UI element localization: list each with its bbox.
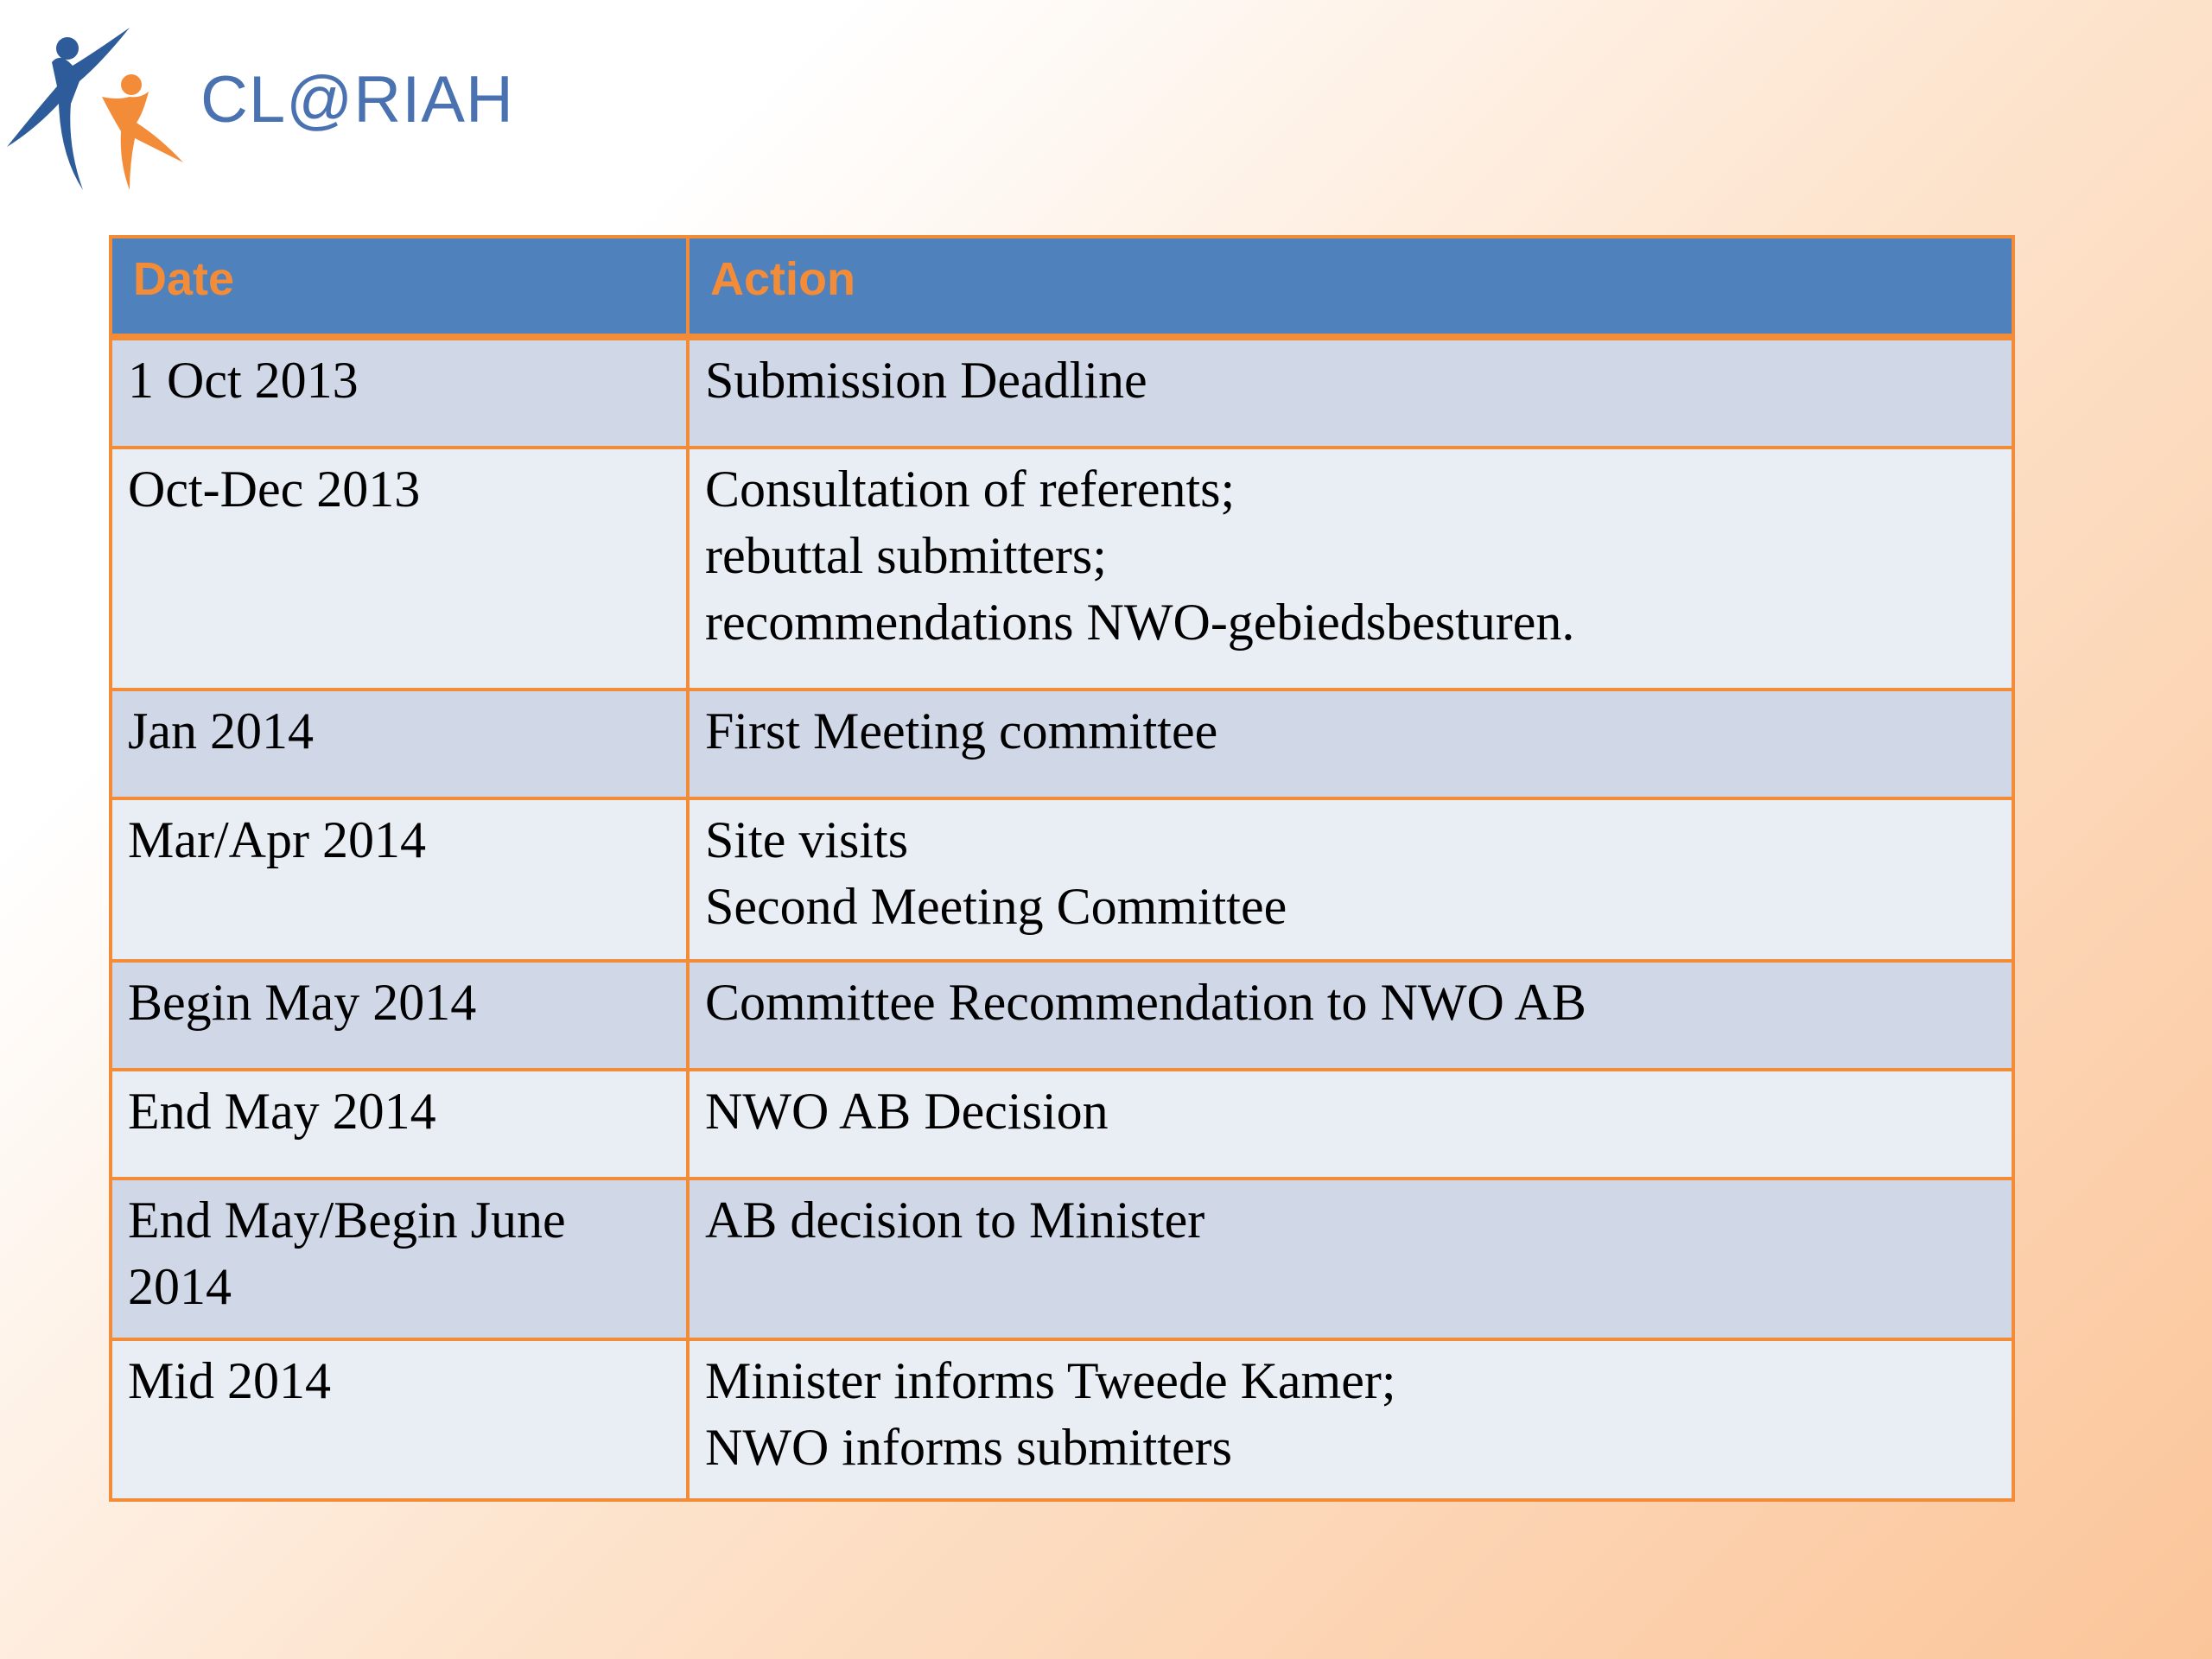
table-header-row bbox=[111, 237, 2013, 337]
date-text: Mar/Apr 2014 bbox=[128, 811, 426, 868]
date-cell bbox=[111, 961, 688, 1070]
date-text: Oct-Dec 2013 bbox=[128, 461, 421, 518]
action-cell bbox=[688, 448, 2013, 690]
action-text: Minister informs Tweede Kamer; bbox=[705, 1352, 1396, 1409]
date-cell bbox=[111, 1179, 688, 1339]
action-cell bbox=[688, 961, 2013, 1070]
action-text: recommendations NWO-gebiedsbesturen. bbox=[705, 594, 1575, 651]
date-cell bbox=[111, 798, 688, 961]
date-text: End May 2014 bbox=[128, 1083, 436, 1140]
action-text: AB decision to Minister bbox=[705, 1192, 1205, 1249]
date-text: 2014 bbox=[128, 1258, 232, 1315]
table-row bbox=[111, 961, 2013, 1070]
table-row bbox=[111, 690, 2013, 798]
timeline-table bbox=[109, 235, 2015, 1502]
table-row bbox=[111, 1179, 2013, 1339]
table-row bbox=[111, 1339, 2013, 1500]
date-text: Begin May 2014 bbox=[128, 974, 477, 1031]
action-cell bbox=[688, 1339, 2013, 1500]
action-text: Submission Deadline bbox=[705, 352, 1147, 409]
logo-text: CL@RIAH bbox=[200, 63, 514, 137]
date-text: Mid 2014 bbox=[128, 1352, 332, 1409]
clariah-logo bbox=[0, 17, 536, 199]
action-text: Site visits bbox=[705, 811, 909, 868]
header-action: Action bbox=[688, 237, 2013, 337]
action-text: NWO informs submitters bbox=[705, 1419, 1232, 1476]
date-cell bbox=[111, 690, 688, 798]
action-text: NWO AB Decision bbox=[705, 1083, 1109, 1140]
clariah-figures-icon bbox=[0, 17, 190, 199]
date-cell bbox=[111, 337, 688, 448]
action-text: Second Meeting Committee bbox=[705, 878, 1287, 935]
action-cell bbox=[688, 1179, 2013, 1339]
table-row bbox=[111, 337, 2013, 448]
action-cell bbox=[688, 798, 2013, 961]
action-text: Consultation of referents; bbox=[705, 461, 1236, 518]
action-cell bbox=[688, 690, 2013, 798]
date-cell bbox=[111, 1070, 688, 1179]
action-text: rebuttal submitters; bbox=[705, 527, 1107, 584]
date-text: 1 Oct 2013 bbox=[128, 352, 359, 409]
table-row bbox=[111, 798, 2013, 961]
date-cell bbox=[111, 448, 688, 690]
action-text: First Meeting committee bbox=[705, 702, 1218, 760]
action-text: Committee Recommendation to NWO AB bbox=[705, 974, 1586, 1031]
action-cell bbox=[688, 337, 2013, 448]
table-row bbox=[111, 1070, 2013, 1179]
table-row bbox=[111, 448, 2013, 690]
date-text: Jan 2014 bbox=[128, 702, 314, 760]
date-text: End May/Begin June bbox=[128, 1192, 566, 1249]
date-cell bbox=[111, 1339, 688, 1500]
action-cell bbox=[688, 1070, 2013, 1179]
header-date: Date bbox=[111, 237, 688, 337]
